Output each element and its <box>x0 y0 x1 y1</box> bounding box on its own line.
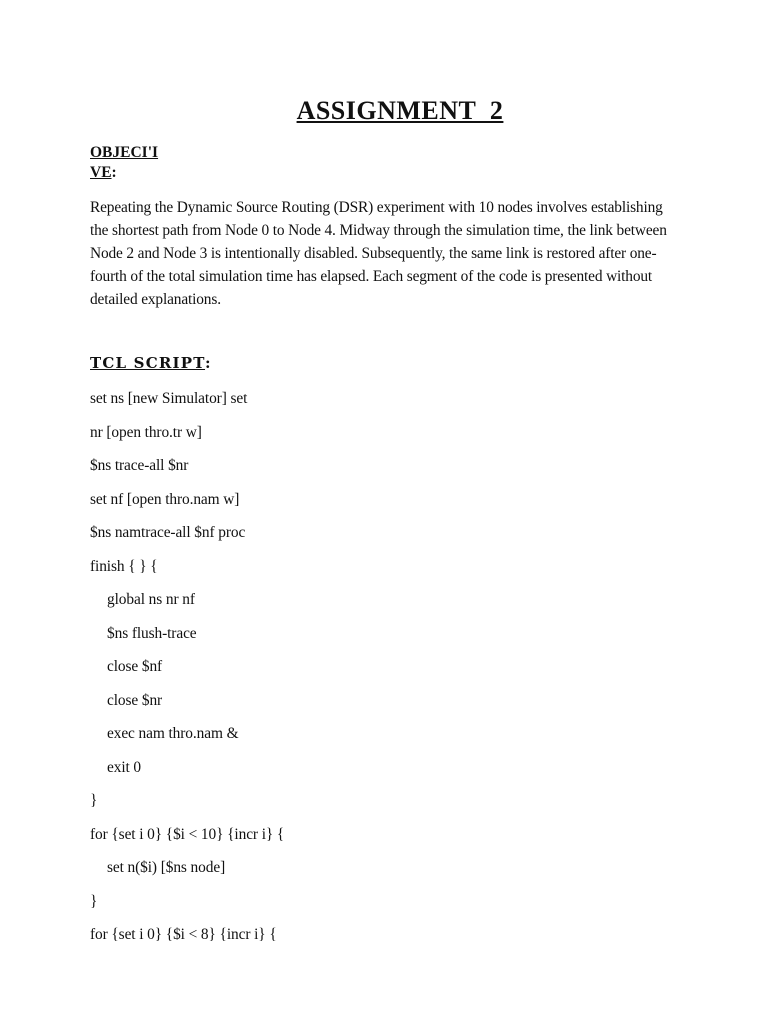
code-line: for {set i 0} {$i < 8} {incr i} { <box>90 926 277 943</box>
objective-paragraph <box>90 196 670 311</box>
code-line: set ns [new Simulator] set <box>90 390 248 407</box>
code-line: close $nr <box>107 691 163 709</box>
paragraph-line: detailed explanations. <box>90 291 221 308</box>
code-line: set nf [open thro.nam w] <box>90 490 240 508</box>
code-line: global ns nr nf <box>107 591 195 608</box>
code-line: set n($i) [$ns node] <box>107 859 226 876</box>
code-line: nr [open thro.tr w] <box>90 423 202 441</box>
code-line: } <box>90 892 98 910</box>
code-line: close $nf <box>107 658 163 675</box>
code-line: exit 0 <box>107 758 142 776</box>
code-line: finish { } { <box>90 557 158 575</box>
paragraph-line: fourth of the total simulation time has elapsed. Each segment of the code is presented without <box>90 268 653 285</box>
code-line: $ns namtrace-all $nf proc <box>90 524 246 541</box>
objective-heading-line2: VE <box>90 164 112 181</box>
paragraph-line: Repeating the Dynamic Source Routing (DSR) experiment with 10 nodes involves establishing <box>90 199 663 216</box>
objective-heading-line1: OBJECI'I <box>90 144 159 161</box>
code-line: $ns trace-all $nr <box>90 457 189 474</box>
tcl-script-heading-colon: : <box>205 354 212 372</box>
tcl-script-heading-text: TCL SCRIPT <box>90 354 206 372</box>
code-line: exec nam thro.nam & <box>107 725 239 742</box>
paragraph-line: Node 2 and Node 3 is intentionally disabled. Subsequently, the same link is restored after one- <box>90 245 657 262</box>
page-title: ASSIGNMENT 2 <box>296 96 504 125</box>
tcl-code-block <box>90 388 690 958</box>
objective-heading <box>90 143 170 183</box>
paragraph-line: the shortest path from Node 0 to Node 4. Midway through the simulation time, the link between <box>90 222 667 239</box>
tcl-script-heading <box>90 354 212 372</box>
code-line: $ns flush-trace <box>107 624 197 642</box>
code-line: for {set i 0} {$i < 10} {incr i} { <box>90 825 285 843</box>
code-line: } <box>90 792 98 809</box>
objective-heading-colon: : <box>111 164 117 181</box>
